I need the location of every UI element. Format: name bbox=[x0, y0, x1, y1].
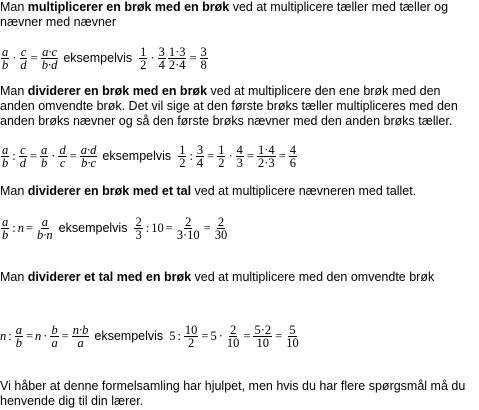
numerator: a·d bbox=[80, 142, 97, 157]
term bbox=[214, 216, 229, 241]
operator: = bbox=[275, 328, 283, 343]
term bbox=[1, 144, 9, 169]
operator: · bbox=[218, 328, 223, 343]
example-label: eksempelvis bbox=[102, 149, 172, 163]
numerator: 1 bbox=[218, 142, 225, 157]
denominator: d bbox=[19, 155, 26, 170]
text: ved at multiplicere nævneren med tallet. bbox=[191, 184, 417, 198]
term bbox=[40, 144, 48, 169]
operator: = bbox=[201, 328, 209, 343]
denominator: b·d bbox=[41, 57, 58, 72]
numerator: n·b bbox=[72, 322, 89, 337]
term bbox=[285, 324, 300, 349]
operator: = bbox=[165, 220, 173, 235]
formula-divide-fractions bbox=[0, 134, 298, 178]
denominator: b bbox=[2, 155, 9, 170]
term bbox=[1, 46, 9, 71]
numerator: 1 bbox=[140, 44, 147, 59]
closing-paragraph bbox=[0, 379, 476, 409]
numerator: a bbox=[2, 44, 9, 59]
operator: : bbox=[12, 148, 16, 163]
denominator: 2·3 bbox=[257, 155, 275, 170]
operator: : bbox=[189, 148, 193, 163]
denominator: 3 bbox=[135, 227, 142, 242]
denominator: b·c bbox=[81, 155, 97, 170]
denominator: 3·10 bbox=[176, 227, 200, 242]
denominator: b bbox=[2, 57, 9, 72]
term bbox=[184, 324, 199, 349]
bold-term: multiplicerer en brøk med en brøk bbox=[27, 0, 230, 14]
numerator: 1·4 bbox=[257, 142, 275, 157]
denominator: b bbox=[2, 227, 9, 242]
numerator: a bbox=[2, 142, 9, 157]
numerator: 2 bbox=[135, 214, 142, 229]
term bbox=[253, 324, 272, 349]
text: ved at multiplicere den ene brøk med den anden omvendte brøk. Det vil sige at den første brøks tæller multipliceres med den anden brøks nævner og så den første brøks nævner med den anden brøks tæller. bbox=[0, 84, 458, 128]
bold-term: dividerer en brøk med et tal bbox=[27, 184, 192, 198]
numerator: 3 bbox=[158, 44, 165, 59]
denominator: 2 bbox=[140, 57, 147, 72]
term bbox=[19, 144, 27, 169]
term bbox=[200, 46, 208, 71]
term bbox=[217, 144, 225, 169]
operator: = bbox=[207, 148, 215, 163]
operator: · bbox=[150, 50, 155, 65]
numerator: 5 bbox=[289, 322, 296, 337]
numerator: 1·3 bbox=[168, 44, 186, 59]
operator: = bbox=[25, 328, 34, 343]
numerator: 2 bbox=[230, 322, 237, 337]
denominator: 2 bbox=[188, 335, 195, 350]
numerator: a·c bbox=[42, 44, 58, 59]
numerator: c bbox=[20, 142, 26, 157]
operator: · bbox=[228, 148, 233, 163]
operator: = bbox=[29, 148, 38, 163]
term: 5 bbox=[169, 328, 176, 343]
numerator: a bbox=[2, 214, 9, 229]
numerator: 3 bbox=[200, 44, 207, 59]
numerator: a bbox=[15, 322, 22, 337]
operator: : bbox=[177, 328, 181, 343]
term bbox=[72, 324, 90, 349]
term bbox=[50, 324, 58, 349]
denominator: 30 bbox=[214, 227, 228, 242]
text: Vi håber at denne formelsamling har hjulpet, men hvis du har flere spørgsmål må du henvende dig til din lærer. bbox=[0, 379, 466, 408]
denominator: 2·4 bbox=[168, 57, 186, 72]
text: ved at multiplicere tæller med tæller og nævner med nævner bbox=[0, 0, 449, 29]
numerator: b bbox=[51, 322, 58, 337]
numerator: 4 bbox=[289, 142, 296, 157]
operator: = bbox=[203, 220, 211, 235]
term bbox=[226, 324, 241, 349]
numerator: a bbox=[41, 214, 48, 229]
denominator: a bbox=[51, 335, 58, 350]
term bbox=[176, 216, 201, 241]
numerator: 2 bbox=[217, 214, 225, 229]
text: ved at multiplicere med den omvendte brøk bbox=[191, 270, 435, 284]
term bbox=[289, 144, 297, 169]
denominator: 10 bbox=[286, 335, 299, 350]
example-label: eksempelvis bbox=[94, 329, 164, 343]
denominator: d bbox=[20, 57, 27, 72]
denominator: a bbox=[77, 335, 84, 350]
term bbox=[80, 144, 98, 169]
denominator: b·n bbox=[37, 227, 53, 242]
operator: · bbox=[12, 50, 17, 65]
denominator: 2 bbox=[179, 155, 186, 170]
denominator: 10 bbox=[256, 335, 270, 350]
operator: = bbox=[30, 50, 38, 65]
term bbox=[236, 144, 244, 169]
formula-multiply bbox=[0, 36, 209, 80]
denominator: 3 bbox=[236, 155, 243, 170]
denominator: 4 bbox=[196, 155, 204, 170]
operator: · bbox=[51, 148, 56, 163]
numerator: 1 bbox=[179, 142, 186, 157]
denominator: 8 bbox=[200, 57, 207, 72]
denominator: b bbox=[41, 155, 48, 170]
formula-divide-by-number bbox=[0, 206, 229, 250]
denominator: 6 bbox=[289, 155, 296, 170]
term bbox=[168, 46, 187, 71]
term bbox=[41, 46, 59, 71]
numerator: 2 bbox=[185, 214, 192, 229]
operator: : bbox=[8, 328, 12, 343]
term bbox=[196, 144, 204, 169]
term: n bbox=[17, 220, 24, 235]
numerator: d bbox=[59, 142, 66, 157]
operator: = bbox=[278, 148, 286, 163]
denominator: b bbox=[15, 335, 22, 350]
term bbox=[158, 46, 166, 71]
operator: = bbox=[189, 50, 197, 65]
operator: = bbox=[69, 148, 77, 163]
text: Man bbox=[0, 270, 28, 284]
operator: = bbox=[25, 220, 34, 235]
bold-term: dividerer en brøk med en brøk bbox=[27, 84, 208, 98]
text: Man bbox=[0, 184, 28, 198]
term bbox=[36, 216, 54, 241]
term bbox=[178, 144, 186, 169]
numerator: a bbox=[41, 142, 48, 157]
operator: : bbox=[12, 220, 16, 235]
operator: = bbox=[61, 328, 69, 343]
term bbox=[1, 216, 9, 241]
paragraph-multiply-fraction-fraction bbox=[0, 0, 476, 30]
denominator: 4 bbox=[158, 57, 165, 72]
operator: = bbox=[243, 328, 251, 343]
numerator: c bbox=[20, 44, 27, 59]
term: 10 bbox=[151, 220, 164, 235]
formula-number-divided-by-fraction bbox=[0, 314, 301, 358]
paragraph-divide-fraction-number bbox=[0, 184, 476, 199]
denominator: 10 bbox=[226, 335, 240, 350]
term bbox=[134, 216, 142, 241]
numerator: 5·2 bbox=[254, 322, 272, 337]
bold-term: dividerer et tal med en brøk bbox=[27, 270, 192, 284]
term bbox=[257, 144, 276, 169]
term bbox=[15, 324, 23, 349]
operator: = bbox=[246, 148, 254, 163]
term bbox=[139, 46, 147, 71]
numerator: 10 bbox=[184, 322, 198, 337]
numerator: 4 bbox=[236, 142, 243, 157]
term bbox=[19, 46, 27, 71]
term: n bbox=[0, 328, 7, 343]
term: n bbox=[35, 328, 42, 343]
denominator: c bbox=[59, 155, 66, 170]
text: Man bbox=[0, 0, 28, 14]
operator: · bbox=[43, 328, 48, 343]
text: Man bbox=[0, 84, 28, 98]
numerator: 3 bbox=[196, 142, 204, 157]
example-label: eksempelvis bbox=[63, 51, 133, 65]
example-label: eksempelvis bbox=[58, 221, 128, 235]
paragraph-divide-fraction-fraction bbox=[0, 84, 476, 129]
operator: : bbox=[145, 220, 150, 235]
term bbox=[58, 144, 66, 169]
denominator: 2 bbox=[218, 155, 225, 170]
paragraph-divide-number-fraction bbox=[0, 270, 476, 285]
term: 5 bbox=[210, 328, 217, 343]
